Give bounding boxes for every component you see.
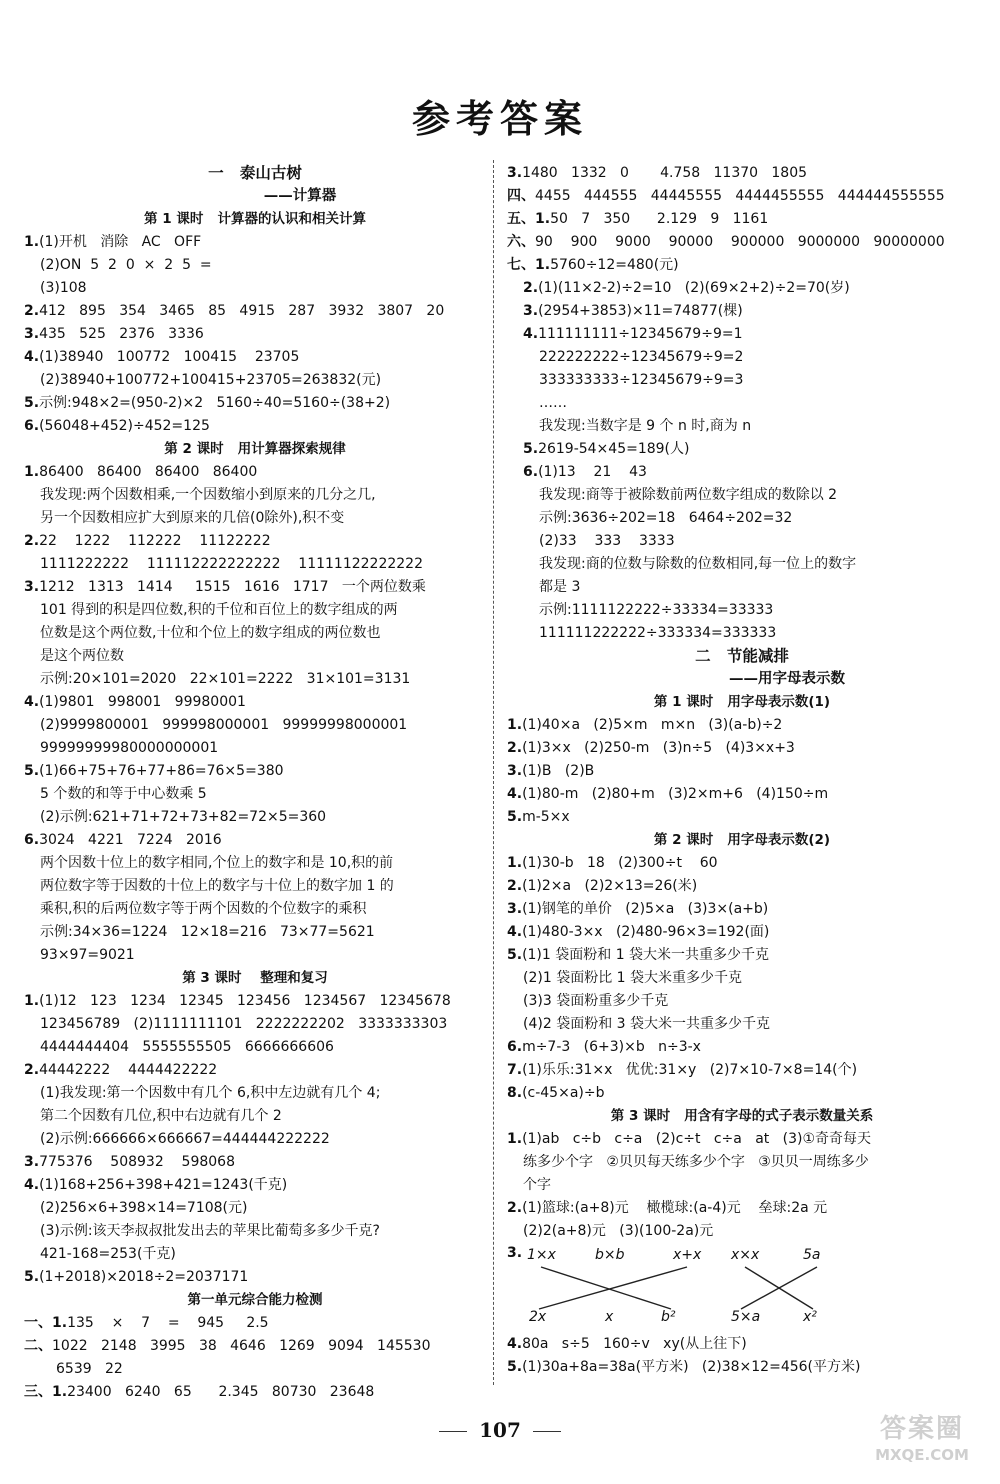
answer-line: [24, 1174, 486, 1197]
answer-text: (1)30a+8a=38a(平方米) (2)38×12=456(平方米): [522, 1359, 861, 1375]
answer-text: 2619-54×45=189(人): [538, 441, 690, 457]
matching-bottom-item: x: [605, 1309, 614, 1325]
answer-line: [507, 1059, 977, 1082]
answer-line: [24, 1243, 486, 1266]
answer-text: 23400 6240 65 2.345 80730 23648: [67, 1384, 375, 1400]
answer-text: (1)66+75+76+77+86=76×5=380: [39, 763, 284, 779]
answer-line: [24, 1335, 486, 1358]
answer-text: 333333333÷12345679÷9=3: [539, 372, 744, 388]
matching-bottom-item: b²: [661, 1309, 676, 1325]
answer-text: 我发现:商等于被除数前两位数字组成的数除以 2: [539, 487, 838, 503]
question-number: 1.: [507, 855, 523, 871]
question-number: 5.: [24, 395, 40, 411]
answer-text: 3024 4221 7224 2016: [39, 832, 222, 848]
answer-text: 4455 444555 44445555 4444455555 444444555555: [535, 188, 945, 204]
answer-text: 1022 2148 3995 38 4646 1269 9094 145530: [52, 1338, 431, 1354]
answer-line: [507, 875, 977, 898]
answer-text: 示例:948×2=(950-2)×2 5160÷40=5160÷(38+2): [39, 395, 391, 411]
answer-text: 99999999980000000001: [40, 740, 219, 756]
answer-line: [507, 1174, 977, 1197]
answer-line: [507, 530, 977, 553]
answer-line: [24, 829, 486, 852]
answer-line: [24, 277, 486, 300]
answer-line: [24, 392, 486, 415]
answer-text: 另一个因数相应扩大到原来的几倍(0除外),积不变: [40, 510, 345, 526]
answer-line: [24, 990, 486, 1013]
watermark-logo-text: 答案圈: [879, 1414, 964, 1444]
unit-heading: [24, 162, 486, 185]
answer-text: (c-45×a)÷b: [522, 1085, 605, 1101]
answer-line: [24, 1151, 486, 1174]
answer-line: [507, 185, 977, 208]
answer-text: 一 泰山古树: [208, 164, 302, 182]
answer-text: (2)ON 5 2 0 × 2 5 =: [40, 257, 212, 273]
answer-text: (1)80-m (2)80+m (3)2×m+6 (4)150÷m: [522, 786, 829, 802]
page-number-dash-left: [439, 1431, 467, 1432]
answer-text: (1)38940 100772 100415 23705: [39, 349, 300, 365]
answer-line: [507, 921, 977, 944]
answer-text: 第 3 课时 整理和复习: [182, 970, 328, 986]
page-number: [0, 1418, 1000, 1442]
answer-text: 位数是这个两位数,十位和个位上的数字组成的两位数也: [40, 625, 381, 641]
answer-text: 示例:20×101=2020 22×101=2222 31×101=3131: [40, 671, 411, 687]
left-column: [24, 162, 486, 1404]
question-number: 5.: [24, 763, 40, 779]
answer-line: [24, 622, 486, 645]
question-number: 六、: [507, 234, 535, 250]
question-number: 1.: [24, 993, 40, 1009]
answer-text: (1)12 123 1234 12345 123456 1234567 12345678: [39, 993, 451, 1009]
answer-text: (2)2(a+8)元 (3)(100-2a)元: [523, 1223, 714, 1239]
question-number: 4.: [507, 786, 523, 802]
answer-text: 乘积,积的后两位数字等于两个因数的个位数字的乘积: [40, 901, 367, 917]
answer-line: [24, 530, 486, 553]
answer-text: (1)1 袋面粉和 1 袋大米一共重多少千克: [522, 947, 770, 963]
question-number: 6.: [507, 1039, 523, 1055]
answer-text: 我发现:两个因数相乘,一个因数缩小到原来的几分之几,: [40, 487, 376, 503]
answer-line: [507, 277, 977, 300]
answer-line: [24, 1358, 486, 1381]
answer-line: [507, 967, 977, 990]
answer-text: 421-168=253(千克): [40, 1246, 176, 1262]
unit-heading: [507, 645, 977, 668]
answer-text: 775376 508932 598068: [39, 1154, 235, 1170]
question-number: 7.: [507, 1062, 523, 1078]
answer-text: (1)168+256+398+421=1243(千克): [39, 1177, 288, 1193]
answer-text: 1212 1313 1414 1515 1616 1717 一个两位数乘: [39, 579, 426, 595]
question-number: 6.: [24, 832, 40, 848]
answer-line: [24, 806, 486, 829]
answer-line: [24, 553, 486, 576]
answer-line: [24, 921, 486, 944]
answer-line: [507, 622, 977, 645]
answer-text: 第二个因数有几位,积中右边就有几个 2: [40, 1108, 282, 1124]
unit-subheading: [507, 668, 977, 691]
answer-text: 111111222222÷333334=333333: [539, 625, 777, 641]
answer-text: (3)示例:该天李叔叔批发出去的苹果比葡萄多多少千克?: [40, 1223, 380, 1239]
page-number-dash-right: [533, 1431, 561, 1432]
answer-line: [507, 162, 977, 185]
answer-text: ——计算器: [263, 188, 337, 204]
answer-line: [24, 1266, 486, 1289]
question-number: 2.: [507, 878, 523, 894]
question-number: 6.: [24, 418, 40, 434]
answer-line: [24, 645, 486, 668]
answer-text: (2)示例:666666×666667=444444222222: [40, 1131, 330, 1147]
answer-line: [24, 783, 486, 806]
matching-top-item: 1×x: [527, 1247, 556, 1263]
answer-text: (1)钢笔的单价 (2)5×a (3)3×(a+b): [522, 901, 769, 917]
matching-diagram: [507, 1243, 977, 1333]
answer-text: (1)ab c÷b c÷a (2)c÷t c÷a at (3)①奇奇每天: [522, 1131, 871, 1147]
answer-line: [507, 461, 977, 484]
answer-text: 我发现:商的位数与除数的位数相同,每一位上的数字: [539, 556, 857, 572]
answer-line: [507, 484, 977, 507]
answer-text: (2)33 333 3333: [539, 533, 675, 549]
answer-line: [507, 415, 977, 438]
answer-line: [24, 1381, 486, 1404]
answer-line: [507, 323, 977, 346]
answer-line: [24, 875, 486, 898]
answer-text: m-5×x: [522, 809, 570, 825]
answer-text: 练多少个字 ②贝贝每天练多少个字 ③贝贝一周练多少: [523, 1154, 869, 1170]
answer-text: 第 3 课时 用含有字母的式子表示数量关系: [610, 1108, 874, 1124]
answer-line: [24, 346, 486, 369]
matching-top-item: x×x: [731, 1247, 760, 1263]
answer-line: [507, 346, 977, 369]
answer-text: 1480 1332 0 4.758 11370 1805: [522, 165, 808, 181]
answer-line: [24, 576, 486, 599]
answer-line: [24, 1082, 486, 1105]
question-number: 5.: [523, 441, 539, 457]
answer-line: [24, 1128, 486, 1151]
page-title: 参考答案: [411, 96, 588, 141]
matching-top-item: x+x: [673, 1247, 702, 1263]
answer-text: 5760÷12=480(元): [550, 257, 679, 273]
answer-line: [507, 392, 977, 415]
answer-line: [24, 507, 486, 530]
question-number: 2.: [24, 1062, 40, 1078]
answer-line: [24, 1059, 486, 1082]
lesson-heading: [507, 1105, 977, 1128]
answer-line: [507, 1128, 977, 1151]
question-number: 3.: [24, 579, 40, 595]
answer-text: (2)示例:621+71+72+73+82=72×5=360: [40, 809, 327, 825]
answer-line: [24, 737, 486, 760]
answer-text: 111111111÷12345679÷9=1: [538, 326, 743, 342]
answer-text: 是这个两位数: [40, 648, 124, 664]
answer-text: 80a s÷5 160÷v xy(从上往下): [522, 1336, 747, 1352]
answer-line: [507, 208, 977, 231]
answer-text: 50 7 350 2.129 9 1161: [550, 211, 769, 227]
answer-line: [24, 898, 486, 921]
answer-line: [507, 438, 977, 461]
answer-line: [507, 576, 977, 599]
answer-text: (1)13 21 43: [538, 464, 647, 480]
lesson-heading: [507, 829, 977, 852]
question-number: 2.: [507, 740, 523, 756]
answer-line: [24, 231, 486, 254]
answer-line: [507, 714, 977, 737]
lesson-heading: [24, 438, 486, 461]
question-number: 1.: [24, 234, 40, 250]
answer-text: 都是 3: [539, 579, 581, 595]
question-number: 4.: [24, 349, 40, 365]
question-number: 2.: [24, 533, 40, 549]
answer-text: (2954+3853)×11=74877(棵): [538, 303, 743, 319]
question-number: 4.: [507, 924, 523, 940]
answer-text: 两个因数十位上的数字相同,个位上的数字和是 10,积的前: [40, 855, 394, 871]
question-number: 3.: [507, 901, 523, 917]
matching-bottom-item: 5×a: [731, 1309, 761, 1325]
answer-text: 123456789 (2)1111111101 2222222202 3333333303: [40, 1016, 448, 1032]
watermark-url: MXQE.COM: [875, 1446, 969, 1464]
question-number: 5.: [507, 947, 523, 963]
answer-text: ……: [539, 395, 567, 411]
answer-line: [24, 944, 486, 967]
question-number: 5.: [24, 1269, 40, 1285]
answer-text: (1)9801 998001 99980001: [39, 694, 246, 710]
answer-text: 90 900 9000 90000 900000 9000000 90000000: [535, 234, 945, 250]
answer-text: 1111222222 111112222222222 11111122222222: [40, 556, 423, 572]
answer-text: 第 1 课时 用字母表示数(1): [653, 694, 831, 710]
answer-text: (1)480-3×x (2)480-96×3=192(面): [522, 924, 770, 940]
answer-text: 示例:34×36=1224 12×18=216 73×77=5621: [40, 924, 375, 940]
lesson-heading: [24, 967, 486, 990]
question-number: 4.: [24, 694, 40, 710]
answer-text: 二 节能减排: [695, 647, 789, 665]
answer-line: [507, 944, 977, 967]
answer-text: 两位数字等于因数的十位上的数字与十位上的数字加 1 的: [40, 878, 394, 894]
question-number: 4.: [24, 1177, 40, 1193]
question-number: 3.: [507, 165, 523, 181]
answer-text: 第 2 课时 用字母表示数(2): [653, 832, 831, 848]
question-number: 1.: [507, 1131, 523, 1147]
question-number: 七、1.: [507, 257, 551, 273]
question-number: 6.: [523, 464, 539, 480]
question-number: 二、: [24, 1338, 52, 1354]
answer-line: [507, 806, 977, 829]
lesson-heading: [507, 691, 977, 714]
answer-line: [24, 1013, 486, 1036]
answer-text: (1)30-b 18 (2)300÷t 60: [522, 855, 718, 871]
answer-line: [507, 1220, 977, 1243]
answer-text: (3)3 袋面粉重多少千克: [523, 993, 669, 1009]
answer-text: 135 × 7 = 945 2.5: [67, 1315, 269, 1331]
matching-bottom-item: 2x: [529, 1309, 547, 1325]
answer-line: [24, 369, 486, 392]
answer-line: [507, 760, 977, 783]
answer-line: [24, 254, 486, 277]
answer-line: [507, 254, 977, 277]
question-number: 3.: [24, 1154, 40, 1170]
answer-line: [507, 599, 977, 622]
question-number: 1.: [507, 717, 523, 733]
matching-bottom-item: x²: [803, 1309, 817, 1325]
answer-line: [507, 1197, 977, 1220]
question-number: 4.: [523, 326, 539, 342]
answer-text: 412 895 354 3465 85 4915 287 3932 3807 20: [39, 303, 445, 319]
answer-line: [507, 553, 977, 576]
question-number: 五、1.: [507, 211, 551, 227]
question-number: 3.: [507, 763, 523, 779]
answer-text: 101 得到的积是四位数,积的千位和百位上的数字组成的两: [40, 602, 398, 618]
answer-line: [507, 1151, 977, 1174]
answer-line: [24, 461, 486, 484]
answer-line: [24, 1220, 486, 1243]
answer-text: (1)40×a (2)5×m m×n (3)(a-b)÷2: [522, 717, 783, 733]
answer-text: (1)乐乐:31×x 优优:31×y (2)7×10-7×8=14(个): [522, 1062, 858, 1078]
answer-text: 6539 22: [56, 1361, 123, 1377]
answer-text: (4)2 袋面粉和 3 袋大米一共重多少千克: [523, 1016, 770, 1032]
question-number: 一、1.: [24, 1315, 68, 1331]
answer-text: (1)B (2)B: [522, 763, 595, 779]
answer-line: [507, 898, 977, 921]
answer-text: 第 2 课时 用计算器探索规律: [164, 441, 346, 457]
answer-line: [507, 1036, 977, 1059]
answer-line: [507, 1333, 977, 1356]
question-number: 3.: [507, 1245, 523, 1261]
answer-line: [507, 231, 977, 254]
answer-line: [24, 1036, 486, 1059]
answer-line: [24, 415, 486, 438]
answer-text: 第 1 课时 计算器的认识和相关计算: [144, 211, 366, 227]
question-number: 8.: [507, 1085, 523, 1101]
column-divider: [493, 160, 494, 1385]
answer-text: 示例:3636÷202=18 6464÷202=32: [539, 510, 793, 526]
answer-line: [24, 323, 486, 346]
answer-text: (1)3×x (2)250-m (3)n÷5 (4)3×x+3: [522, 740, 795, 756]
answer-line: [507, 852, 977, 875]
answer-line: [24, 300, 486, 323]
answer-text: 第一单元综合能力检测: [187, 1292, 323, 1308]
answer-line: [24, 599, 486, 622]
answer-line: [507, 1082, 977, 1105]
matching-top-item: b×b: [595, 1247, 625, 1263]
lesson-heading: [24, 208, 486, 231]
answer-line: [507, 783, 977, 806]
watermark: [852, 1412, 992, 1478]
answer-text: (2)38940+100772+100415+23705=263832(元): [40, 372, 382, 388]
question-number: 2.: [507, 1200, 523, 1216]
answer-line: [24, 691, 486, 714]
answer-line: [24, 714, 486, 737]
matching-line: [741, 1267, 817, 1309]
lesson-heading: [24, 1289, 486, 1312]
answer-text: 示例:1111122222÷33334=33333: [539, 602, 774, 618]
answer-text: 93×97=9021: [40, 947, 135, 963]
answer-line: [507, 507, 977, 530]
answer-text: (1)(11×2-2)÷2=10 (2)(69×2+2)÷2=70(岁): [538, 280, 850, 296]
answer-text: 5 个数的和等于中心数乘 5: [40, 786, 207, 802]
answer-line: [24, 1197, 486, 1220]
answer-text: (2)1 袋面粉比 1 袋大米重多少千克: [523, 970, 742, 986]
answer-text: (56048+452)÷452=125: [39, 418, 210, 434]
answer-text: 435 525 2376 3336: [39, 326, 204, 342]
answer-text: (1)我发现:第一个因数中有几个 6,积中左边就有几个 4;: [40, 1085, 381, 1101]
question-number: 三、1.: [24, 1384, 68, 1400]
question-number: 四、: [507, 188, 535, 204]
page-number-text: 107: [479, 1418, 521, 1442]
answer-text: (1)篮球:(a+8)元 橄榄球:(a-4)元 垒球:2a 元: [522, 1200, 828, 1216]
answer-line: [507, 1356, 977, 1379]
question-number: 2.: [523, 280, 539, 296]
answer-text: (1)开机 消除 AC OFF: [39, 234, 202, 250]
answer-line: [24, 484, 486, 507]
answer-line: [24, 1312, 486, 1335]
right-column: [507, 162, 977, 1379]
answer-line: [507, 990, 977, 1013]
answer-text: 86400 86400 86400 86400: [39, 464, 258, 480]
answer-line: [507, 1013, 977, 1036]
answer-text: (1)2×a (2)2×13=26(米): [522, 878, 698, 894]
answer-line: [507, 737, 977, 760]
answer-text: m÷7-3 (6+3)×b n÷3-x: [522, 1039, 701, 1055]
answer-text: (2)256×6+398×14=7108(元): [40, 1200, 248, 1216]
answer-text: ——用字母表示数: [729, 671, 845, 687]
answer-line: [24, 1105, 486, 1128]
answer-text: 222222222÷12345679÷9=2: [539, 349, 744, 365]
question-number: 4.: [507, 1336, 523, 1352]
answer-text: 44442222 4444422222: [39, 1062, 218, 1078]
question-number: 3.: [523, 303, 539, 319]
matching-top-item: 5a: [803, 1247, 821, 1263]
answer-text: (2)9999800001 999998000001 99999998000001: [40, 717, 408, 733]
answer-text: 4444444404 5555555505 6666666606: [40, 1039, 334, 1055]
answer-text: 我发现:当数字是 9 个 n 时,商为 n: [539, 418, 752, 434]
question-number: 5.: [507, 809, 523, 825]
question-number: 3.: [24, 326, 40, 342]
answer-text: (1+2018)×2018÷2=2037171: [39, 1269, 249, 1285]
answer-text: 个字: [523, 1177, 551, 1193]
answer-text: 22 1222 112222 11122222: [39, 533, 271, 549]
answer-line: [507, 369, 977, 392]
answer-line: [24, 852, 486, 875]
unit-subheading: [24, 185, 486, 208]
answer-line: [24, 668, 486, 691]
answer-line: [507, 300, 977, 323]
question-number: 5.: [507, 1359, 523, 1375]
question-number: 2.: [24, 303, 40, 319]
answer-line: [24, 760, 486, 783]
question-number: 1.: [24, 464, 40, 480]
answer-text: (3)108: [40, 280, 87, 296]
